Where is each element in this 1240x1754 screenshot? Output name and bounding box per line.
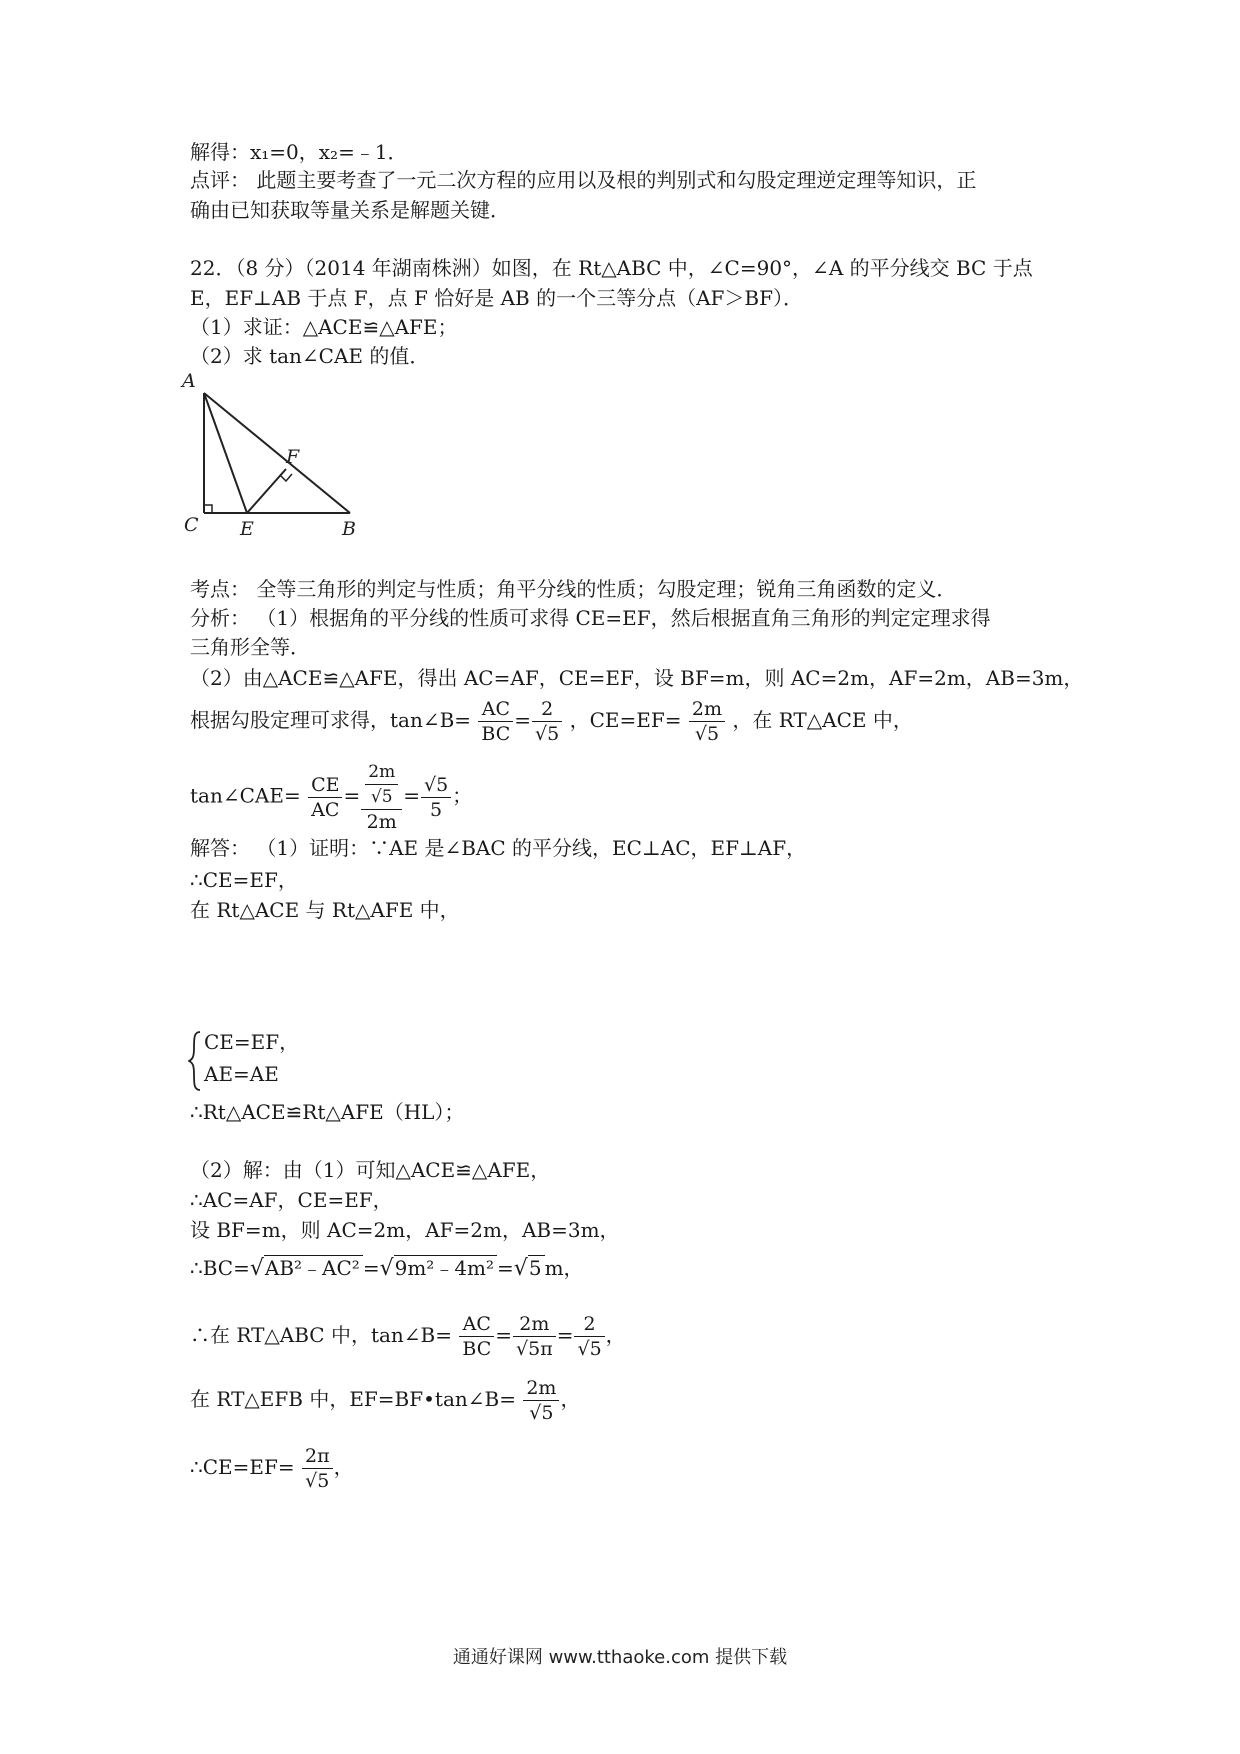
analysis-line-4: 根据勾股定理可求得，tan∠B= $\frac{AC}{BC}$ = $\frac{2}{√5}$ ，CE=EF= $\frac{2m}{√5}$ ，在 RT△ACE 中， [190,698,913,745]
analysis-line-5: tan∠CAE= $\frac{CE}{AC}$ = $\frac{\frac{2m}{√5}}{2m}$ = $\frac{√5}{5}$ ； [190,762,473,833]
figure-label-b: B [342,518,356,540]
answer-part2-ce: ∴CE=EF= $\frac{2\pi}{√5}$ ， [190,1445,354,1492]
fraction-2m-sqrt5pi: $\frac{2m}{√5\pi}$ [513,1312,556,1361]
fraction-2m-sqrt5: $\frac{2m}{√5}$ [689,697,725,746]
brace-icon [188,1030,202,1092]
answer-line-3: 在 Rt△ACE 与 Rt△AFE 中， [190,898,460,922]
fraction-sqrt5-5: $\frac{√5}{5}$ [421,773,451,822]
figure-label-c: C [184,514,199,536]
answer-part2-line-2: ∴AC=AF，CE=EF， [190,1188,393,1212]
answer-part2-bc: ∴BC=√AB²﹣AC² =√9m²﹣4m² =√5 m， [190,1256,584,1281]
system-line-2: AE=AE [204,1062,279,1086]
answer-line-hl: ∴Rt△ACE≌Rt△AFE（HL）； [190,1100,465,1124]
footer-source: 通通好课网 www.tthaoke.com 提供下载 [452,1647,788,1668]
sqrt-ab-ac: √AB²﹣AC² [250,1254,363,1283]
answer-line-2: ∴CE=EF， [190,868,298,892]
sqrt-9m-4m: √9m²﹣4m² [380,1254,497,1283]
analysis-line-2: 三角形全等． [190,635,310,659]
analysis-line-1: 分析： （1）根据角的平分线的性质可求得 CE=EF，然后根据直角三角形的判定定理求得 [190,606,991,630]
fraction-ce-ac: $\frac{CE}{AC}$ [308,773,342,822]
text: ，在 RT△ACE 中， [732,708,913,732]
system-line-1: CE=EF， [204,1030,300,1054]
fraction-2-sqrt5-b: $\frac{2}{√5}$ [574,1312,604,1361]
fraction-ac-bc-2: $\frac{AC}{BC}$ [459,1312,494,1361]
fraction-2-sqrt5: $\frac{2}{√5}$ [532,697,562,746]
text: tan∠CAE= [190,783,301,808]
problem-22-part-1: （1）求证：△ACE≌△AFE； [190,315,458,339]
text: 根据勾股定理可求得，tan∠B= [190,708,472,732]
answer-part2-ef: 在 RT△EFB 中，EF=BF•tan∠B= $\frac{2m}{√5}$ ， [190,1377,581,1424]
text: ； [452,783,473,808]
figure-label-e: E [240,518,254,540]
answer-line-1: 解答： （1）证明：∵AE 是∠BAC 的平分线，EC⊥AC，EF⊥AF， [190,836,807,860]
figure-label-f: F [286,446,300,468]
text: ，CE=EF= [569,708,682,732]
problem-22-part-2: （2）求 tan∠CAE 的值． [190,344,430,368]
answer-part2-tanb: ∴在 RT△ABC 中，tan∠B= $\frac{AC}{BC}$ = $\frac{2m}{√5\pi}$ = $\frac{2}{√5}$ ， [190,1313,626,1360]
complex-fraction: $\frac{\frac{2m}{√5}}{2m}$ [361,760,402,834]
figure-label-a: A [182,370,196,392]
line-comment-2: 确由已知获取等量关系是解题关键． [190,198,510,222]
answer-part2-line-3: 设 BF=m，则 AC=2m，AF=2m，AB=3m， [190,1218,620,1242]
line-comment-1: 点评： 此题主要考查了一元二次方程的应用以及根的判别式和勾股定理逆定理等知识，正 [190,168,977,192]
problem-22-line-1: 22．（8 分）（2014 年湖南株洲）如图，在 Rt△ABC 中，∠C=90°，∠A 的平分线交 BC 于点 [190,256,1033,280]
problem-22-line-2: E，EF⊥AB 于点 F，点 F 恰好是 AB 的一个三等分点（AF＞BF）． [190,286,803,310]
fraction-2m-sqrt5-c: $\frac{2m}{√5}$ [523,1376,559,1425]
answer-part2-line-1: （2）解：由（1）可知△ACE≌△AFE， [190,1158,551,1182]
fraction-ac-bc: $\frac{AC}{BC}$ [478,697,513,746]
analysis-line-3: （2）由△ACE≌△AFE，得出 AC=AF，CE=EF，设 BF=m，则 AC=2m，AF=2m，AB=3m， [190,666,1084,690]
sqrt-5: √5 [514,1254,545,1283]
line-solution-roots: 解得：x₁=0，x₂=﹣1． [190,140,408,164]
fraction-2pi-sqrt5: $\frac{2\pi}{√5}$ [302,1444,333,1493]
triangle-figure [180,365,400,545]
kaodian-line: 考点： 全等三角形的判定与性质；角平分线的性质；勾股定理；锐角三角函数的定义． [190,577,957,601]
